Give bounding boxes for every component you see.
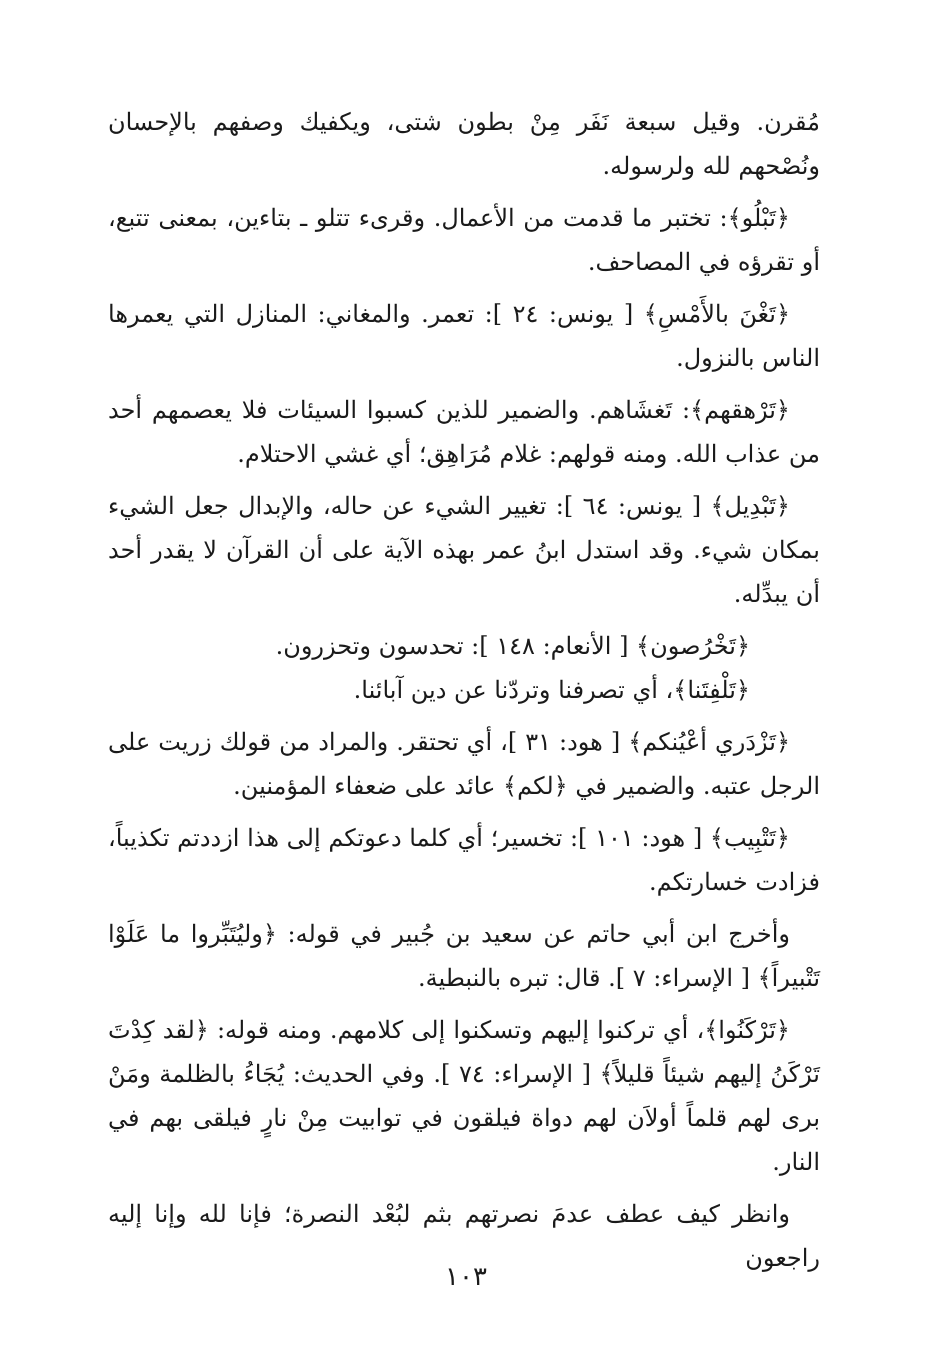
paragraph-closing: وانظر كيف عطف عدمَ نصرتهم بثم لبُعْد النصرة؛ فإنا لله وإنا إليه راجعون — [108, 1200, 820, 1272]
page-body — [108, 100, 820, 1288]
paragraph-taghna: ﴿تَغْنَ بالأَمْسِ﴾ [ يونس: ٢٤ ]: تعمر. والمغاني: المنازل التي يعمرها الناس بالنزول. — [108, 300, 820, 372]
paragraph-ibn-abi-hatim: وأخرج ابن أبي حاتم عن سعيد بن جُبير في قوله: ﴿وليُتَبِّروا ما عَلَوْا تَتْبيراً﴾ [ الإسراء: ٧ ]. قال: تبره بالنبطية. — [108, 920, 820, 992]
paragraph-takhrusun: ﴿تَخْرُصون﴾ [ الأنعام: ١٤٨ ]: تحدسون وتحزرون. — [275, 632, 750, 660]
paragraph-talfitana: ﴿تَلْفِتَنا﴾، أي تصرفنا وتردّنا عن دين آبائنا. — [353, 676, 750, 704]
paragraph-tabdil: ﴿تَبْدِيل﴾ [ يونس: ٦٤ ]: تغيير الشيء عن حاله، والإبدال جعل الشيء بمكان شيء. وقد استدل ابنُ عمر بهذه الآية على أن القرآن لا يقدر أحد أن يبدِّله. — [108, 492, 820, 608]
paragraph-intro: مُقرن. وقيل سبعة نَفَر مِنْ بطون شتى، ويكفيك وصفهم بالإحسان ونُصْحهم لله ولرسوله. — [108, 108, 821, 180]
paragraph-tarhaquhum: ﴿تَرْهقهم﴾: تَغشَاهم. والضمير للذين كسبوا السيئات فلا يعصمهم أحد من عذاب الله. ومنه قولهم: غلام مُرَاهِق؛ أي غشي الاحتلام. — [108, 396, 820, 468]
paragraph-tarkanu: ﴿تَرْكَنُوا﴾، أي تركنوا إليهم وتسكنوا إلى كلامهم. ومنه قوله: ﴿لقد كِدْتَ تَرْكَنُ إليهم شيئاً قليلاً﴾ [ الإسراء: ٧٤ ]. وفي الحديث: يُجَاءُ بالظلمة ومَنْ برى لهم قلماً أولاَن لهم دواة فيلقون في توابيت مِنْ نارٍ فيلقى بهم في النار. — [108, 1016, 820, 1176]
paragraph-tazdari: ﴿تَزْدَري أعْيُنكم﴾ [ هود: ٣١ ]، أي تحتقر. والمراد من قولك زريت على الرجل عتبه. والضمير في ﴿لكم﴾ عائد على ضعفاء المؤمنين. — [108, 728, 820, 800]
page-number: ١٠٣ — [445, 1262, 487, 1292]
paragraph-tatbib: ﴿تَتْبِيب﴾ [ هود: ١٠١ ]: تخسير؛ أي كلما دعوتكم إلى هذا ازددتم تكذيباً، فزادت خسارتكم. — [108, 824, 820, 896]
paragraph-tablu: ﴿تَبْلُو﴾: تختبر ما قدمت من الأعمال. وقرىء تتلو ـ بتاءين، بمعنى تتبع، أو تقرؤه في المصاحف. — [108, 204, 820, 276]
